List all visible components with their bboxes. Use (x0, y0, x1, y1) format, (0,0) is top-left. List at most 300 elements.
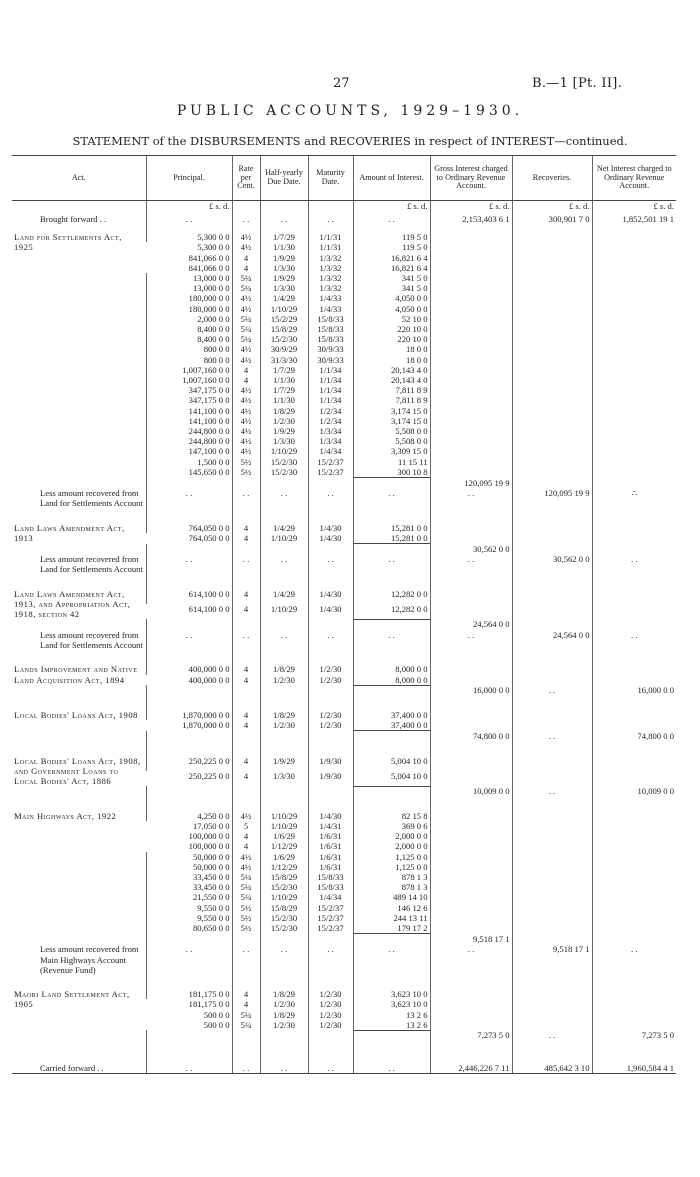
amount-unit: £ s. d. (353, 201, 430, 215)
less-recovered-note: Less amount recovered from Land for Settlements Account (40, 629, 143, 651)
empty-cell (512, 355, 592, 365)
maturity-cell: 1/4/31 (308, 821, 353, 831)
principal-cell: 400,000 0 0 (188, 674, 230, 685)
empty-cell (232, 742, 260, 756)
table-row (12, 710, 676, 720)
empty-cell (592, 224, 676, 232)
maturity-cell: 1/3/32 (308, 273, 353, 283)
empty-cell (592, 1055, 676, 1063)
principal-cell: 181,175 0 0 (146, 989, 232, 999)
empty-cell (592, 589, 676, 604)
empty-cell (430, 710, 512, 720)
empty-cell (260, 575, 308, 589)
gross-cell: . . (430, 630, 512, 650)
rate-cell: 5¼ (232, 1010, 260, 1020)
half-yearly-cell: 1/2/30 (260, 416, 308, 426)
empty-cell (353, 619, 430, 630)
act-name (12, 862, 146, 872)
rate-cell: 5¼ (232, 314, 260, 324)
empty-cell (12, 731, 146, 742)
maturity-cell: 15/8/33 (308, 314, 353, 324)
half-yearly-cell: 31/3/30 (260, 355, 308, 365)
empty-cell (430, 1041, 512, 1055)
rate-cell: 4½ (232, 811, 260, 821)
principal-cell: 244,800 0 0 (146, 436, 232, 446)
empty-cell (260, 650, 308, 664)
principal-cell: 1,500 0 0 (146, 457, 232, 467)
principal-cell: 13,000 0 0 (146, 273, 232, 283)
empty-cell (12, 201, 146, 215)
act-name (12, 273, 146, 283)
half-yearly-cell: 1/8/29 (260, 406, 308, 416)
empty-cell (430, 913, 512, 923)
empty-cell (592, 852, 676, 862)
table-row (12, 756, 676, 771)
amount-cell: 341 5 0 (353, 273, 430, 283)
empty-cell (592, 324, 676, 334)
empty-cell (592, 742, 676, 756)
gross-cell: . . (430, 554, 512, 574)
half-yearly-cell: 1/12/29 (260, 862, 308, 872)
principal-cell: 145,650 0 0 (146, 467, 232, 478)
table-row (12, 232, 676, 242)
principal-cell: 250,225 0 0 (188, 770, 230, 781)
empty-cell (12, 742, 146, 756)
empty-cell (592, 710, 676, 720)
empty-cell (512, 314, 592, 324)
col-amount: Amount of Interest. (353, 156, 430, 201)
empty-cell (232, 975, 260, 989)
amount-cell: 878 1 3 (353, 882, 430, 892)
table-row (12, 314, 676, 324)
empty-cell (512, 457, 592, 467)
net-unit: £ s. d. (592, 201, 676, 215)
principal-cell: 100,000 0 0 (188, 841, 230, 852)
empty-cell (512, 821, 592, 831)
half-yearly-cell: 1/4/29 (260, 523, 308, 533)
empty-cell (430, 253, 512, 263)
empty-cell (592, 841, 676, 851)
empty-cell (430, 446, 512, 456)
empty-cell (430, 852, 512, 862)
maturity-cell: 1/2/30 (308, 999, 353, 1009)
rate-cell: 5¼ (232, 273, 260, 283)
amount-cell: 369 0 6 (353, 821, 430, 831)
empty-cell (592, 334, 676, 344)
amount-cell: 3,174 15 0 (353, 416, 430, 426)
col-act: Act. (12, 156, 146, 201)
empty-cell (232, 650, 260, 664)
spacer-row (12, 975, 676, 989)
half-yearly-cell: 15/8/29 (260, 324, 308, 334)
empty-cell (430, 872, 512, 882)
half-yearly-cell: . . (260, 554, 308, 574)
empty-cell (430, 375, 512, 385)
table-row (12, 324, 676, 334)
act-name: Land Laws Amendment Act, 1913, and Appropriation Act, 1918, section 42 (14, 588, 131, 620)
act-name: Land for Settlements Act, 1925 (14, 232, 122, 253)
principal-cell: 347,175 0 0 (146, 385, 232, 395)
empty-cell (353, 575, 430, 589)
principal-cell: 141,100 0 0 (146, 406, 232, 416)
empty-cell (12, 619, 146, 630)
empty-cell (592, 283, 676, 293)
half-yearly-cell: 1/7/29 (260, 232, 308, 242)
half-yearly-cell: 1/10/29 (260, 304, 308, 314)
subtotal-row (12, 478, 676, 489)
empty-cell (308, 786, 353, 797)
empty-cell (232, 731, 260, 742)
half-yearly-cell: 1/7/29 (260, 365, 308, 375)
empty-cell (592, 426, 676, 436)
half-yearly-cell: 1/7/29 (260, 385, 308, 395)
empty-cell (146, 478, 232, 489)
table-row (12, 862, 676, 872)
empty-cell (232, 1041, 260, 1055)
principal-cell: . . (146, 554, 232, 574)
empty-cell (430, 742, 512, 756)
empty-cell (592, 263, 676, 273)
recoveries-cell: . . (512, 731, 592, 742)
net-cell: . . (592, 630, 676, 650)
rate-cell: 4½ (232, 355, 260, 365)
empty-cell (353, 1041, 430, 1055)
recoveries-cell: . . (512, 786, 592, 797)
table-row (12, 664, 676, 674)
empty-cell (512, 324, 592, 334)
maturity-cell: 15/8/33 (308, 334, 353, 344)
empty-cell (430, 385, 512, 395)
empty-cell (260, 201, 308, 215)
empty-cell (592, 831, 676, 841)
rate-cell: 4 (232, 831, 260, 841)
gross-cell: 2,446,226 7 11 (430, 1063, 512, 1074)
empty-cell (12, 478, 146, 489)
empty-cell (512, 756, 592, 771)
principal-cell: 21,550 0 0 (146, 892, 232, 902)
maturity-cell: 15/2/37 (308, 913, 353, 923)
empty-cell (592, 903, 676, 913)
empty-cell (592, 406, 676, 416)
empty-cell (430, 1010, 512, 1020)
half-yearly-cell: 1/8/29 (260, 1010, 308, 1020)
empty-cell (592, 314, 676, 324)
half-yearly-cell: 1/10/29 (260, 892, 308, 902)
empty-cell (260, 619, 308, 630)
half-yearly-cell: 1/9/29 (260, 253, 308, 263)
empty-cell (308, 478, 353, 489)
empty-cell (512, 224, 592, 232)
table-row (12, 523, 676, 533)
empty-cell (260, 1041, 308, 1055)
rate-cell: . . (232, 630, 260, 650)
maturity-cell: 1/3/34 (308, 426, 353, 436)
empty-cell (592, 1010, 676, 1020)
half-yearly-cell: 1/1/30 (260, 242, 308, 252)
empty-cell (12, 575, 146, 589)
empty-cell (592, 604, 676, 620)
empty-cell (232, 797, 260, 811)
empty-cell (308, 544, 353, 555)
empty-cell (232, 1030, 260, 1041)
empty-cell (592, 664, 676, 674)
empty-cell (353, 786, 430, 797)
empty-cell (430, 797, 512, 811)
recoveries-cell: 120,095 19 9 (512, 488, 592, 508)
empty-cell (430, 862, 512, 872)
empty-cell (592, 797, 676, 811)
empty-cell (592, 385, 676, 395)
empty-cell (260, 742, 308, 756)
amount-cell: 82 15 8 (353, 811, 430, 821)
half-yearly-cell: 1/10/29 (260, 446, 308, 456)
amount-cell: 244 13 11 (353, 913, 430, 923)
rate-cell: 4 (232, 375, 260, 385)
gross-cell: 16,000 0 0 (430, 685, 512, 696)
principal-cell: 347,175 0 0 (146, 395, 232, 405)
amount-cell: 52 10 0 (353, 314, 430, 324)
rate-cell: 5½ (232, 923, 260, 934)
maturity-cell: 1/2/34 (308, 416, 353, 426)
empty-cell (308, 731, 353, 742)
amount-cell: 8,000 0 0 (353, 675, 430, 686)
empty-cell (353, 509, 430, 523)
empty-cell (430, 696, 512, 710)
empty-cell (146, 1041, 232, 1055)
maturity-cell: 1/4/34 (308, 892, 353, 902)
empty-cell (592, 293, 676, 303)
rate-cell: 5¼ (232, 1020, 260, 1031)
spacer-row (12, 1041, 676, 1055)
maturity-cell: 1/1/31 (308, 232, 353, 242)
empty-cell (592, 478, 676, 489)
half-yearly-cell: 1/1/30 (260, 375, 308, 385)
empty-cell (430, 664, 512, 674)
recoveries-cell: . . (512, 685, 592, 696)
principal-cell: 800 0 0 (146, 344, 232, 354)
amount-cell: 341 5 0 (353, 283, 430, 293)
empty-cell (260, 1055, 308, 1063)
principal-cell: 1,007,160 0 0 (146, 375, 232, 385)
empty-cell (512, 575, 592, 589)
empty-cell (430, 575, 512, 589)
principal-cell: 147,100 0 0 (146, 446, 232, 456)
half-yearly-cell: . . (260, 630, 308, 650)
subtotal-row (12, 619, 676, 630)
principal-cell: 800 0 0 (146, 355, 232, 365)
principal-cell: 8,400 0 0 (146, 334, 232, 344)
empty-cell (146, 786, 232, 797)
recoveries-cell: 485,642 3 10 (512, 1063, 592, 1074)
principal-cell: 17,050 0 0 (192, 821, 230, 832)
half-yearly-cell: 1/2/30 (260, 720, 308, 731)
subtotal-row (12, 685, 676, 696)
amount-cell: . . (353, 944, 430, 975)
empty-cell (592, 934, 676, 945)
net-cell: ∴ (592, 488, 676, 508)
half-yearly-cell: 1/2/30 (260, 675, 308, 686)
act-name (12, 416, 146, 426)
half-yearly-cell: 1/10/29 (260, 811, 308, 821)
empty-cell (353, 934, 430, 945)
half-yearly-cell: 1/6/29 (260, 852, 308, 862)
maturity-cell: 1/4/30 (308, 523, 353, 533)
empty-cell (12, 696, 146, 710)
subtotal-row (12, 731, 676, 742)
recovery-row (12, 554, 676, 574)
half-yearly-cell: . . (260, 214, 308, 224)
half-yearly-cell: 1/10/29 (260, 533, 308, 544)
rate-cell: . . (232, 944, 260, 975)
table-row (12, 334, 676, 344)
rate-cell: 4½ (232, 426, 260, 436)
maturity-cell: 1/1/34 (308, 385, 353, 395)
empty-cell (430, 1055, 512, 1063)
empty-cell (353, 696, 430, 710)
maturity-cell: 1/2/34 (308, 406, 353, 416)
empty-cell (12, 509, 146, 523)
empty-cell (592, 619, 676, 630)
empty-cell (12, 544, 146, 555)
maturity-cell: 1/3/34 (308, 436, 353, 446)
maturity-cell: 1/3/32 (308, 253, 353, 263)
act-name: Local Bodies' Loans Act, 1908, and Government Loans to Local Bodies' Act, 1886 (14, 755, 141, 786)
principal-cell: 33,450 0 0 (146, 872, 232, 882)
rate-cell: 4½ (232, 344, 260, 354)
table-body (12, 201, 676, 1074)
empty-cell (430, 604, 512, 620)
empty-cell (512, 1055, 592, 1063)
maturity-cell: . . (308, 488, 353, 508)
rate-cell: 4½ (232, 446, 260, 456)
half-yearly-cell: 1/2/30 (260, 999, 308, 1009)
spacer-row (12, 696, 676, 710)
act-name (12, 457, 146, 467)
empty-cell (512, 304, 592, 314)
empty-cell (592, 242, 676, 252)
empty-cell (232, 1055, 260, 1063)
half-yearly-cell: . . (260, 1063, 308, 1074)
rate-cell: 4 (232, 999, 260, 1009)
net-cell: 7,273 5 0 (592, 1030, 676, 1041)
maturity-cell: 1/2/30 (308, 989, 353, 999)
empty-cell (592, 375, 676, 385)
gross-cell: 30,562 0 0 (430, 544, 512, 555)
empty-cell (512, 882, 592, 892)
principal-cell: 764,050 0 0 (146, 523, 232, 533)
maturity-cell: 1/4/33 (308, 304, 353, 314)
table-row (12, 344, 676, 354)
half-yearly-cell: 30/9/29 (260, 344, 308, 354)
empty-cell (353, 1055, 430, 1063)
empty-cell (353, 544, 430, 555)
empty-cell (512, 589, 592, 604)
table-row (12, 467, 676, 478)
empty-cell (146, 650, 232, 664)
maturity-cell: 1/2/30 (308, 675, 353, 686)
half-yearly-cell: 1/10/29 (260, 821, 308, 831)
empty-cell (512, 385, 592, 395)
rate-cell: 5½ (232, 903, 260, 913)
amount-cell: 3,623 10 0 (353, 989, 430, 999)
maturity-cell: . . (308, 944, 353, 975)
maturity-cell: 15/2/37 (308, 457, 353, 467)
empty-cell (430, 304, 512, 314)
principal-cell: . . (146, 630, 232, 650)
empty-cell (430, 324, 512, 334)
maturity-cell: 1/4/30 (308, 533, 353, 544)
rate-cell: 4 (232, 263, 260, 273)
table-row (12, 283, 676, 293)
empty-cell (592, 467, 676, 478)
empty-cell (353, 650, 430, 664)
amount-cell: 37,400 0 0 (353, 710, 430, 720)
empty-cell (592, 436, 676, 446)
rate-cell: 5¼ (232, 283, 260, 293)
empty-cell (308, 1041, 353, 1055)
half-yearly-cell: 1/3/30 (260, 283, 308, 293)
table-row (12, 589, 676, 604)
act-name (12, 334, 146, 344)
amount-cell: . . (353, 554, 430, 574)
empty-cell (512, 533, 592, 544)
maturity-cell: 1/1/34 (308, 375, 353, 385)
empty-cell (12, 975, 146, 989)
empty-cell (260, 685, 308, 696)
table-row (12, 457, 676, 467)
rate-cell: 4 (232, 989, 260, 999)
maturity-cell: . . (308, 1063, 353, 1074)
amount-cell: 8,000 0 0 (353, 664, 430, 674)
principal-cell: 9,550 0 0 (146, 903, 232, 913)
table-row (12, 406, 676, 416)
principal-cell: 841,066 0 0 (188, 252, 230, 263)
amount-cell: 1,125 0 0 (353, 862, 430, 872)
half-yearly-cell: 15/2/30 (260, 457, 308, 467)
empty-cell (308, 934, 353, 945)
empty-cell (232, 786, 260, 797)
half-yearly-cell: 1/12/29 (260, 841, 308, 851)
empty-cell (592, 457, 676, 467)
rate-cell: 4 (232, 720, 260, 731)
maturity-cell: 1/9/30 (308, 771, 353, 787)
maturity-cell: 15/8/33 (308, 872, 353, 882)
empty-cell (512, 650, 592, 664)
half-yearly-cell: 15/2/29 (260, 314, 308, 324)
principal-cell: 13,000 0 0 (146, 283, 232, 293)
empty-cell (430, 314, 512, 324)
empty-cell (232, 201, 260, 215)
table-row (12, 395, 676, 405)
empty-cell (512, 263, 592, 273)
empty-cell (512, 619, 592, 630)
table-row (12, 892, 676, 902)
empty-cell (512, 903, 592, 913)
empty-cell (592, 771, 676, 787)
rate-cell: . . (232, 488, 260, 508)
half-yearly-cell: 1/4/29 (260, 589, 308, 604)
empty-cell (512, 604, 592, 620)
maturity-cell: 1/4/33 (308, 293, 353, 303)
rate-cell: 4 (232, 664, 260, 674)
empty-cell (512, 771, 592, 787)
empty-cell (512, 831, 592, 841)
rate-cell: 4 (232, 675, 260, 686)
rate-cell: 4½ (232, 416, 260, 426)
rate-cell: 5¼ (232, 872, 260, 882)
subtotal-row (12, 934, 676, 945)
half-yearly-cell: 1/3/30 (260, 263, 308, 273)
